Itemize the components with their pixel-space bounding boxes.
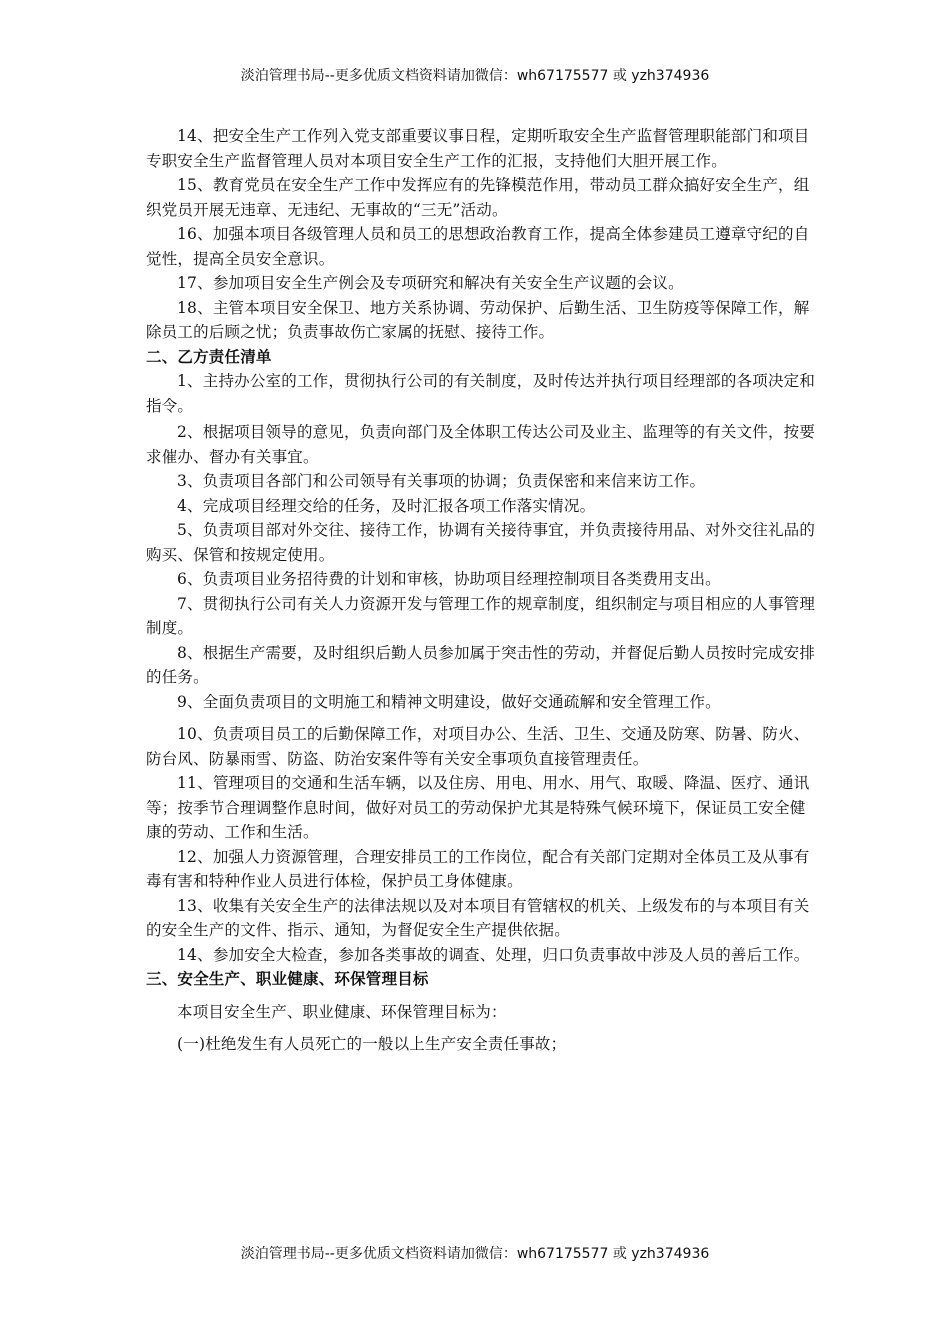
- document-body: [146, 124, 818, 1057]
- list-item: 11、管理项目的交通和生活车辆，以及住房、用电、用水、用气、取暖、降温、医疗、通讯等；按季节合理调整作息时间，做好对员工的劳动保护尤其是特殊气候环境下，保证员工安全健康的劳动、工作和生活。: [146, 774, 810, 841]
- section-heading-2: 二、乙方责任清单: [146, 347, 272, 366]
- list-item: 14、参加安全大检查，参加各类事故的调查、处理，归口负责事故中涉及人员的善后工作。: [177, 945, 810, 964]
- list-item: 12、加强人力资源管理，合理安排员工的工作岗位，配合有关部门定期对全体员工及从事有毒有害和特种作业人员进行体检，保护员工身体健康。: [146, 847, 810, 890]
- list-item: 5、负责项目部对外交往、接待工作，协调有关接待事宜，并负责接待用品、对外交往礼品的购买、保管和按规定使用。: [146, 521, 816, 564]
- paragraph-16: 16、加强本项目各级管理人员和员工的思想政治教育工作，提高全体参建员工遵章守纪的自觉性，提高全员安全意识。: [146, 225, 810, 268]
- section-3-intro: 本项目安全生产、职业健康、环保管理目标为：: [177, 1002, 507, 1021]
- list-item: 9、全面负责项目的文明施工和精神文明建设，做好交通疏解和安全管理工作。: [177, 692, 721, 711]
- list-item: 4、完成项目经理交给的任务，及时汇报各项工作落实情况。: [177, 496, 596, 515]
- list-item: 10、负责项目员工的后勤保障工作，对项目办公、生活、卫生、交通及防寒、防暑、防火、防台风、防暴雨雪、防盗、防治安案件等有关安全事项负直接管理责任。: [146, 725, 810, 768]
- list-item: 1、主持办公室的工作，贯彻执行公司的有关制度，及时传达并执行项目经理部的各项决定和指令。: [146, 372, 816, 415]
- paragraph-14: 14、把安全生产工作列入党支部重要议事日程，定期听取安全生产监督管理职能部门和项目专职安全生产监督管理人员对本项目安全生产工作的汇报，支持他们大胆开展工作。: [146, 127, 810, 170]
- paragraph-18: 18、主管本项目安全保卫、地方关系协调、劳动保护、后勤生活、卫生防疫等保障工作，解除员工的后顾之忧；负责事故伤亡家属的抚慰、接待工作。: [146, 298, 810, 341]
- page-header: 淡泊管理书局--更多优质文档资料请加微信：wh67175577 或 yzh374936: [240, 68, 710, 84]
- list-item: 2、根据项目领导的意见，负责向部门及全体职工传达公司及业主、监理等的有关文件，按要求催办、督办有关事宜。: [146, 423, 816, 466]
- paragraph-15: 15、教育党员在安全生产工作中发挥应有的先锋模范作用，带动员工群众搞好安全生产，组织党员开展无违章、无违纪、无事故的“三无”活动。: [146, 176, 810, 219]
- section-heading-3: 三、安全生产、职业健康、环保管理目标: [146, 970, 429, 988]
- list-item: 8、根据生产需要，及时组织后勤人员参加属于突击性的劳动，并督促后勤人员按时完成安排的任务。: [146, 643, 816, 686]
- page-footer: 淡泊管理书局--更多优质文档资料请加微信：wh67175577 或 yzh374936: [240, 1246, 710, 1262]
- list-item: 6、负责项目业务招待费的计划和审核，协助项目经理控制项目各类费用支出。: [177, 570, 721, 588]
- paragraph-17: 17、参加项目安全生产例会及专项研究和解决有关安全生产议题的会议。: [177, 274, 684, 292]
- list-item: 13、收集有关安全生产的法律法规以及对本项目有管辖权的机关、上级发布的与本项目有关的安全生产的文件、指示、通知，为督促安全生产提供依据。: [146, 896, 810, 939]
- list-item: 3、负责项目各部门和公司领导有关事项的协调；负责保密和来信来访工作。: [177, 472, 706, 490]
- list-item: (一)杜绝发生有人员死亡的一般以上生产安全责任事故；: [177, 1035, 567, 1053]
- list-item: 7、贯彻执行公司有关人力资源开发与管理工作的规章制度，组织制定与项目相应的人事管理制度。: [146, 594, 816, 637]
